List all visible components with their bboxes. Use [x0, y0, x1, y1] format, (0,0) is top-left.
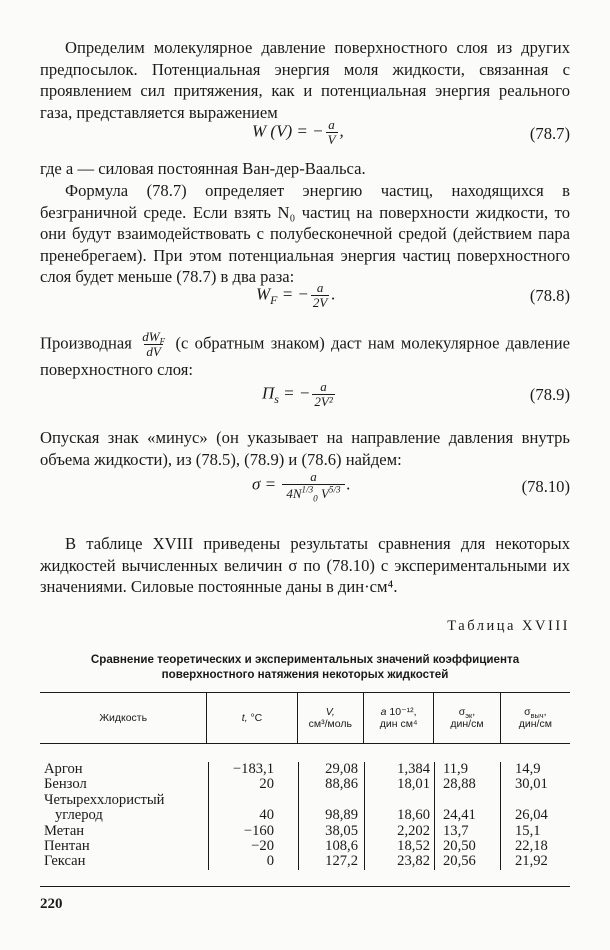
table-cell: 20,56 [443, 853, 476, 870]
table-cell: 13,7 [443, 822, 469, 839]
page-number: 220 [40, 896, 63, 912]
column-constant-a [364, 762, 434, 870]
column-liquid [40, 762, 208, 870]
table-cell [299, 793, 364, 808]
table-cell: 88,86 [325, 776, 358, 793]
header-sigma-experimental: $\sigma_{эк}$, дин/см [433, 693, 499, 743]
column-temperature [208, 762, 298, 870]
paragraph-table-intro: В таблице XVIII приведены результаты сравнения для некоторых жидкостей вычисленных величин σ по (78.10) с экспериментальными их значениями. Силовые постоянные даны в дин·см⁴. [40, 534, 570, 596]
table-cell: 18,52 [397, 837, 430, 854]
table-cell: −183,1 [232, 761, 274, 777]
paragraph-sigma-derivation: Опуская знак «минус» (он указывает на направление давления внутрь объема жидкости), из (78.5), (78.9) и (78.6) найдем: [40, 428, 570, 469]
paragraph-derivative: Производная $\frac{dW_F}{dV}$ (с обратным знаком) даст нам молекулярное давление поверхностного слоя: [40, 329, 570, 379]
equation-78-7: W (V) = − $\frac{a}{V}$ , [252, 117, 344, 147]
paragraph-intro: Определим молекулярное давление поверхностного слоя из других предпосылок. Потенциальная энергия моля жидкости, связанная с проявлением сил притяжения, как и потенциальная энергия реального газа, представляется выражением [40, 38, 570, 122]
header-constant-a: a 10⁻¹², дин см⁴ [363, 693, 433, 743]
table-cell: 98,89 [325, 807, 358, 824]
table-cell: 29,08 [325, 761, 358, 777]
table-caption: Таблица XVIII [447, 618, 570, 634]
table-cell: 22,18 [515, 837, 548, 854]
table-cell: Метан [44, 822, 85, 839]
equation-78-10: σ = $\frac{a}{4N^{1/3}_0 V^{5/3}}$ . [252, 469, 351, 504]
table-title: Сравнение теоретических и экспериментальных значений коэффициента поверхностного натяжения некоторых жидкостей [90, 653, 520, 681]
table-cell: 18,01 [397, 776, 430, 793]
table-cell: 1,384 [397, 761, 430, 777]
column-sigma-calculated [500, 762, 570, 870]
table-cell: Четыреххлористый [44, 791, 165, 808]
equation-78-9: $\Pi_s$ = − $\frac{a}{\text{2V²}}$ [262, 379, 333, 409]
table-cell: Аргон [44, 761, 83, 777]
table-cell: 38,05 [325, 822, 358, 839]
comparison-table [40, 692, 570, 887]
table-cell: Гексан [44, 853, 86, 870]
table-cell: 11,9 [443, 761, 468, 777]
table-cell: 14,9 [515, 761, 541, 777]
table-cell: 20,50 [443, 837, 476, 854]
table-cell [209, 793, 298, 808]
equation-number-78-7: (78.7) [529, 124, 570, 143]
table-cell: углерод [44, 807, 103, 824]
table-cell: −20 [251, 837, 274, 854]
table-cell [435, 793, 500, 808]
table-cell: 24,41 [443, 807, 476, 824]
equation-78-8: $W_F$ = − $\frac{a}{2V}$ . [256, 280, 336, 310]
table-cell: 18,60 [397, 807, 430, 824]
table-cell: 30,01 [515, 776, 548, 793]
table-cell: 28,88 [443, 776, 476, 793]
table-cell: 20 [259, 776, 274, 793]
table-cell: 108,6 [325, 837, 358, 854]
paragraph-vdw: где a — силовая постоянная Ван-дер-Ваальса. [40, 159, 366, 178]
header-volume: V, см³/моль [297, 693, 363, 743]
table-cell: 40 [259, 807, 274, 824]
table-cell: Пентан [44, 837, 90, 854]
table-cell: 127,2 [325, 853, 358, 870]
equation-number-78-10: (78.10) [521, 477, 570, 496]
equation-number-78-9: (78.9) [529, 385, 570, 404]
table-cell: 0 [266, 853, 274, 870]
table-body [40, 744, 570, 886]
table-cell [365, 793, 434, 808]
table-cell: 2,202 [397, 822, 430, 839]
table-cell: 23,82 [397, 853, 430, 870]
table-cell [501, 793, 570, 808]
column-volume [298, 762, 364, 870]
table-cell: −160 [243, 822, 274, 839]
derivative-fraction: $\frac{dW_F}{dV}$ [142, 329, 166, 359]
table-header-row [40, 693, 570, 744]
table-cell: 26,04 [515, 807, 548, 824]
table-cell: Бензол [44, 776, 87, 793]
header-sigma-calculated: $\sigma_{выч}$, дин/см [500, 693, 570, 743]
equation-number-78-8: (78.8) [529, 286, 570, 305]
header-liquid: Жидкость [99, 712, 148, 724]
column-sigma-experimental [434, 762, 500, 870]
table-cell: 21,92 [515, 853, 548, 870]
paragraph-surface-energy: Формула (78.7) определяет энергию частиц, находящихся в безграничной среде. Если взять N₀ частиц на поверхности жидкости, то они будут взаимодействовать с полубесконечной средой (действием пара пренебрегаем). При этом потенциальная энергия частиц поверхностного слоя будет меньше (78.7) в два раза: [40, 181, 570, 286]
table-cell: 15,1 [515, 822, 541, 839]
header-temperature: t, °C [206, 693, 296, 743]
